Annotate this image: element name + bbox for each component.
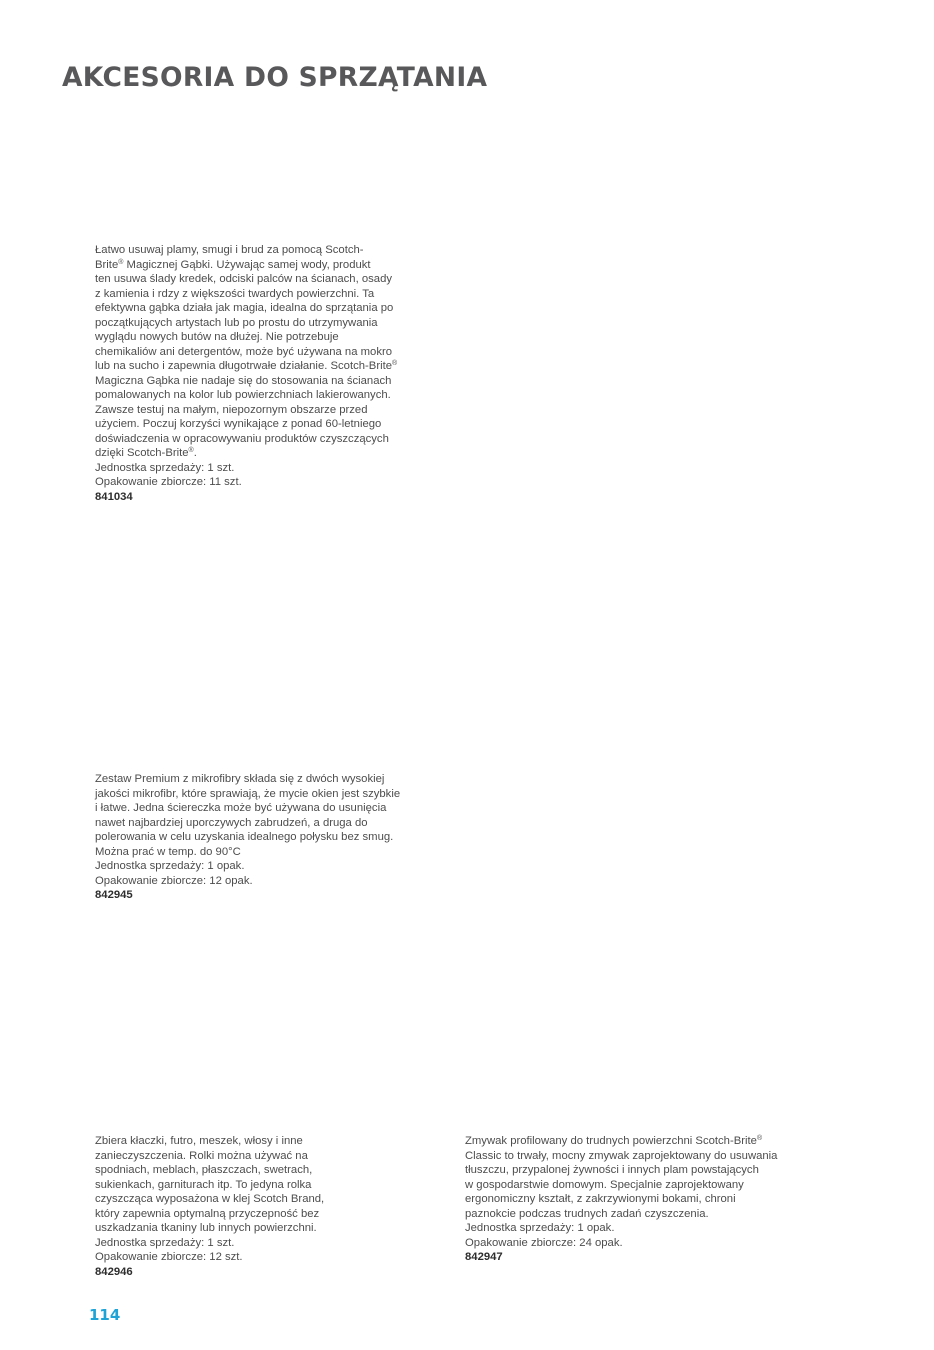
product-text-line: użyciem. Poczuj korzyści wynikające z ponad 60-letniego	[95, 418, 382, 430]
product-text-line: Opakowanie zbiorcze: 12 opak.	[95, 874, 253, 887]
product-text-line: zanieczyszczenia. Rolki można używać na	[95, 1149, 308, 1162]
product-text-line: Jednostka sprzedaży: 1 szt.	[95, 1236, 235, 1249]
product-text-line: tłuszczu, przypalonej żywności i innych plam powstających	[465, 1164, 759, 1176]
product-text-line: ergonomiczny kształt, z zakrzywionymi bokami, chroni	[465, 1193, 736, 1205]
product-text-line: Jednostka sprzedaży: 1 szt.	[95, 461, 235, 474]
product-text-line: Classic to trwały, mocny zmywak zaprojektowany do usuwania	[465, 1149, 778, 1162]
page-title: AKCESORIA DO SPRZĄTANIA	[62, 62, 488, 93]
product-text-line: uszkadzania tkaniny lub innych powierzchni.	[95, 1222, 317, 1234]
product-text-line: spodniach, meblach, płaszczach, swetrach,	[95, 1164, 313, 1176]
product-text-line: Łatwo usuwaj plamy, smugi i brud za pomocą Scotch-	[95, 244, 364, 256]
product-text-line: jakości mikrofibr, które sprawiają, że mycie okien jest szybkie	[95, 787, 401, 800]
product-text-line: w gospodarstwie domowym. Specjalnie zaprojektowany	[465, 1178, 744, 1191]
product-code: 842947	[465, 1251, 503, 1263]
product-text-line: Opakowanie zbiorcze: 24 opak.	[465, 1236, 623, 1249]
product-text-line: efektywna gąbka działa jak magia, idealna do sprzątania po	[95, 302, 394, 314]
page-number: 114	[89, 1306, 121, 1324]
product-code: 841034	[95, 490, 133, 503]
product-text-line: czyszcząca wyposażona w klej Scotch Brand,	[95, 1193, 325, 1205]
product-text-line: Zawsze testuj na małym, niepozornym obszarze przed	[95, 403, 368, 416]
product-text-line: Opakowanie zbiorcze: 12 szt.	[95, 1251, 243, 1263]
product-text-line: dzięki Scotch-Brite®.	[95, 447, 197, 459]
product-text-line: i łatwe. Jedna ściereczka może być używana do usunięcia	[95, 802, 387, 814]
product-text-line: Zmywak profilowany do trudnych powierzchni Scotch-Brite®	[465, 1135, 763, 1147]
product-code: 842945	[95, 889, 133, 901]
product-text-line: Opakowanie zbiorcze: 11 szt.	[95, 476, 242, 488]
product-text-line: Brite® Magicznej Gąbki. Używając samej wody, produkt	[95, 258, 371, 271]
product-text-line: nawet najbardziej uporczywych zabrudzeń, a druga do	[95, 816, 368, 829]
product-text-line: chemikaliów ani detergentów, może być używana na mokro	[95, 345, 393, 358]
product-text-line: doświadczenia w opracowywaniu produktów czyszczących	[95, 432, 389, 445]
product-text-line: Zbiera kłaczki, futro, meszek, włosy i inne	[95, 1135, 303, 1147]
product-text-line: Można prać w temp. do 90°C	[95, 845, 241, 858]
product-text-line: Magiczna Gąbka nie nadaje się do stosowania na ścianach	[95, 374, 392, 387]
product-text-line: który zapewnia optymalną przyczepność bez	[95, 1207, 320, 1220]
product-code: 842946	[95, 1265, 133, 1278]
product-text-line: pomalowanych na kolor lub powierzchniach lakierowanych.	[95, 389, 391, 401]
product-text-line: Jednostka sprzedaży: 1 opak.	[465, 1222, 615, 1234]
product-text-line: Jednostka sprzedaży: 1 opak.	[95, 860, 245, 872]
product-text-line: polerowania w celu uzyskania idealnego połysku bez smug.	[95, 831, 394, 843]
product-text-line: Zestaw Premium z mikrofibry składa się z dwóch wysokiej	[95, 773, 385, 785]
product-description-microfiber-set	[95, 772, 400, 903]
product-text-line: początkujących artystach lub po prostu do utrzymywania	[95, 316, 378, 329]
product-text-line: lub na sucho i zapewnia długotrwałe działanie. Scotch-Brite®	[95, 360, 398, 372]
product-description-lint-roller	[95, 1134, 324, 1279]
product-description-sponge	[95, 243, 397, 504]
product-text-line: wyglądu nowych butów na dłużej. Nie potrzebuje	[95, 331, 339, 343]
product-text-line: ten usuwa ślady kredek, odciski palców na ścianach, osady	[95, 273, 393, 285]
product-text-line: z kamienia i rdzy z większości twardych powierzchni. Ta	[95, 287, 375, 300]
product-text-line: sukienkach, garniturach itp. To jedyna rolka	[95, 1178, 312, 1191]
product-text-line: paznokcie podczas trudnych zadań czyszczenia.	[465, 1207, 709, 1220]
product-description-scrub-sponge	[465, 1134, 777, 1265]
